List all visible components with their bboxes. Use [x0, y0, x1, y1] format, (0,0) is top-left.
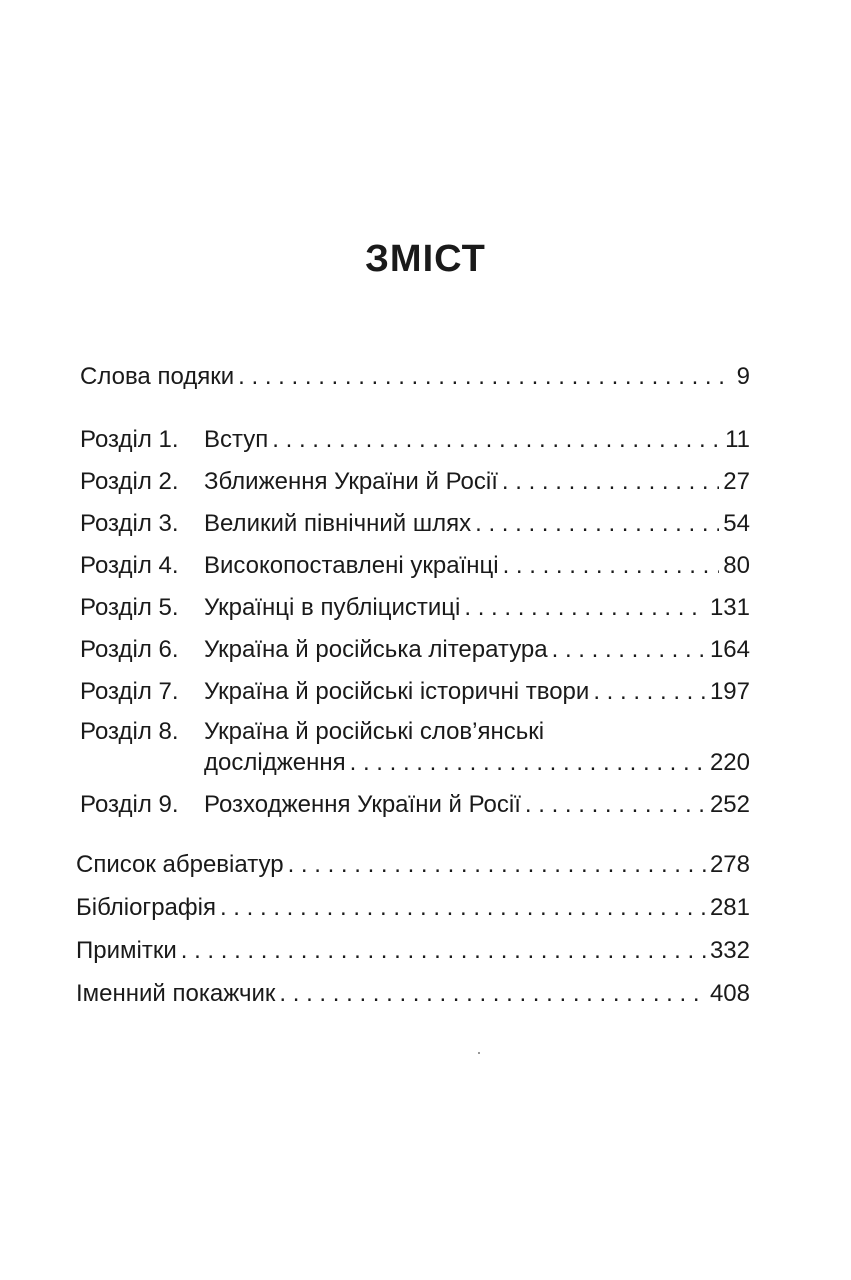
chapter-label: Розділ 8.: [80, 718, 179, 745]
dot-leader: [272, 425, 721, 455]
toc-entry-title: Примітки: [76, 937, 177, 964]
toc-entry-title: Вступ: [204, 426, 269, 453]
chapter-label: Розділ 9.: [80, 791, 179, 818]
toc-entry-title: Україна й російська література: [204, 636, 548, 663]
toc-entry-chapter-7[interactable]: [80, 677, 750, 707]
dot-leader: [464, 593, 706, 623]
chapter-label: Розділ 6.: [80, 636, 179, 663]
toc-entry-title: Розходження України й Росії: [204, 791, 521, 818]
toc-page-number: 164: [709, 636, 750, 663]
toc-entry-chapter-8-line-2[interactable]: [204, 748, 750, 778]
toc-entry-chapter-9[interactable]: [80, 790, 750, 820]
toc-entry-title: Україна й російські слов’янські: [204, 718, 545, 745]
scan-speck: [478, 1052, 480, 1054]
toc-page-number: 332: [709, 937, 750, 964]
dot-leader: [593, 677, 706, 707]
toc-page-number: 197: [709, 678, 750, 705]
toc-entry-title: Бібліографія: [76, 894, 216, 921]
toc-page-number: 9: [736, 363, 750, 390]
toc-entry-name-index[interactable]: [76, 979, 750, 1009]
toc-entry-title: Іменний покажчик: [76, 980, 276, 1007]
toc-entry-title: Українці в публіцистиці: [204, 594, 461, 621]
dot-leader: [350, 748, 706, 778]
dot-leader: [525, 790, 706, 820]
page-title: ЗМІСТ: [365, 238, 486, 280]
toc-entry-chapter-6[interactable]: [80, 635, 750, 665]
dot-leader: [552, 635, 706, 665]
chapter-label: Розділ 7.: [80, 678, 179, 705]
toc-page-number: 278: [709, 851, 750, 878]
chapter-label: Розділ 3.: [80, 510, 179, 537]
dot-leader: [475, 509, 719, 539]
toc-page-number: 11: [725, 426, 750, 453]
toc-page-number: 281: [709, 894, 750, 921]
toc-entry-bibliography[interactable]: [76, 893, 750, 923]
toc-entry-chapter-4[interactable]: [80, 551, 750, 581]
toc-entry-title: Зближення України й Росії: [204, 468, 498, 495]
dot-leader: [502, 467, 719, 497]
toc-entry-chapter-1[interactable]: [80, 425, 750, 455]
dot-leader: [181, 936, 706, 966]
toc-entry-chapter-8-line-1[interactable]: [80, 717, 544, 747]
chapter-label: Розділ 1.: [80, 426, 179, 453]
toc-entry-title: Великий північний шлях: [204, 510, 472, 537]
toc-entry-acknowledgements[interactable]: [80, 362, 750, 392]
dot-leader: [279, 979, 706, 1009]
chapter-label: Розділ 4.: [80, 552, 179, 579]
toc-page-number: 252: [709, 791, 750, 818]
toc-page-number: 27: [723, 468, 750, 495]
toc-page-number: 54: [723, 510, 750, 537]
toc-page-number: 408: [709, 980, 750, 1007]
toc-entry-chapter-5[interactable]: [80, 593, 750, 623]
toc-entry-chapter-2[interactable]: [80, 467, 750, 497]
dot-leader: [220, 893, 706, 923]
toc-entry-title: Слова подяки: [80, 363, 235, 390]
toc-entry-title: Високопоставлені українці: [204, 552, 499, 579]
toc-entry-title-continued: дослідження: [204, 749, 346, 776]
toc-page-number: 220: [709, 749, 750, 776]
toc-entry-notes[interactable]: [76, 936, 750, 966]
chapter-label: Розділ 5.: [80, 594, 179, 621]
toc-entry-chapter-3[interactable]: [80, 509, 750, 539]
toc-entry-title: Україна й російські історичні твори: [204, 678, 590, 705]
chapter-label: Розділ 2.: [80, 468, 179, 495]
toc-page-number: 80: [723, 552, 750, 579]
dot-leader: [503, 551, 720, 581]
toc-page-number: 131: [709, 594, 750, 621]
dot-leader: [288, 850, 706, 880]
dot-leader: [238, 362, 732, 392]
toc-entry-abbreviations[interactable]: [76, 850, 750, 880]
toc-entry-title: Список абревіатур: [76, 851, 284, 878]
